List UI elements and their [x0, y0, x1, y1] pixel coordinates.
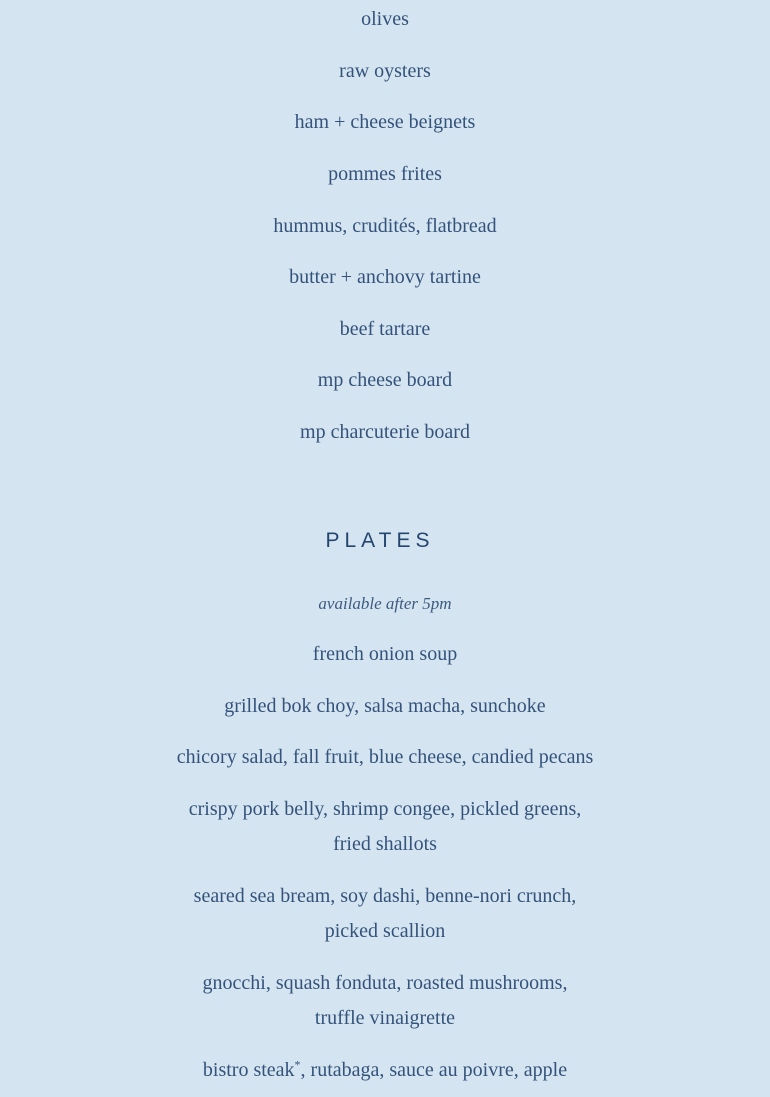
menu-item-pommes-frites: pommes frites	[328, 163, 442, 185]
menu-item-tartine: butter + anchovy tartine	[289, 266, 481, 288]
menu-item-olives: olives	[361, 8, 409, 30]
section-heading-plates: PLATES	[325, 529, 435, 552]
menu-item-cheese-board: mp cheese board	[317, 369, 453, 391]
menu-item-sea-bream: seared sea bream, soy dashi, benne-nori crunch, picked scallion	[193, 885, 577, 942]
menu-item-beignets: ham + cheese beignets	[294, 111, 476, 133]
menu-item-charcuterie-board: mp charcuterie board	[300, 421, 470, 443]
menu-item-gnocchi: gnocchi, squash fonduta, roasted mushrooms, truffle vinaigrette	[202, 972, 568, 1029]
bistro-steak-name: bistro steak	[202, 1059, 295, 1081]
menu-item-raw-oysters: raw oysters	[339, 60, 431, 82]
menu-item-bistro-steak	[0, 1053, 770, 1088]
menu-item-bok-choy: grilled bok choy, salsa macha, sunchoke	[224, 695, 546, 717]
bistro-steak-sides: , rutabaga, sauce au poivre, apple	[300, 1059, 568, 1081]
menu-item-pork-belly: crispy pork belly, shrimp congee, pickled greens, fried shallots	[188, 798, 582, 855]
menu-item-chicory-salad: chicory salad, fall fruit, blue cheese, candied pecans	[176, 746, 594, 768]
menu-item-hummus: hummus, crudités, flatbread	[273, 215, 497, 237]
menu-item-onion-soup: french onion soup	[312, 643, 458, 665]
asterisk-mark: *	[294, 1057, 301, 1072]
menu-item-beef-tartare: beef tartare	[339, 318, 431, 340]
availability-note: available after 5pm	[318, 594, 452, 613]
